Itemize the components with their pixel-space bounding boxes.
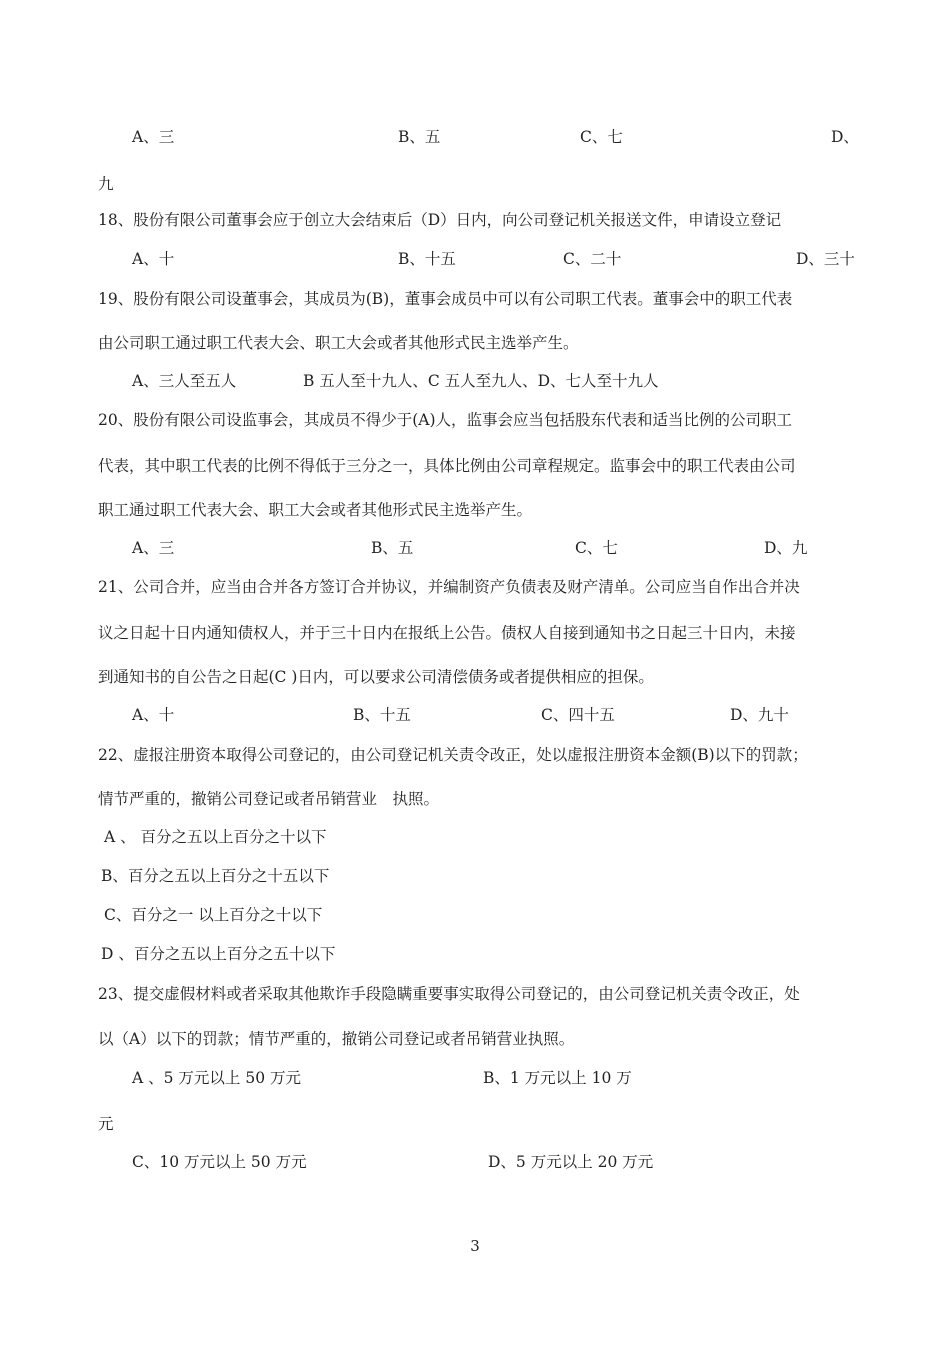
- q19-option-bcd: B 五人至十九人、C 五人至九人、D、七人至十九人: [303, 372, 659, 390]
- q18-text: 18、股份有限公司董事会应于创立大会结束后（D）日内，向公司登记机关报送文件，申请设立登记: [98, 211, 782, 229]
- q17-option-d: D、: [831, 128, 859, 146]
- q19-text-line2: 由公司职工通过职工代表大会、职工大会或者其他形式民主选举产生。: [98, 334, 579, 352]
- q23-option-d: D、5 万元以上 20 万元: [488, 1153, 654, 1171]
- q22-option-d: D 、百分之五以上百分之五十以下: [101, 945, 336, 963]
- q17-option-c: C、七: [580, 128, 623, 146]
- q21-text-line1: 21、公司合并，应当由合并各方签订合并协议，并编制资产负债表及财产清单。公司应当自作出合并决: [98, 578, 800, 596]
- page-number: 3: [470, 1237, 480, 1255]
- q21-option-d: D、九十: [730, 706, 789, 724]
- q20-option-c: C、七: [575, 539, 618, 557]
- q21-option-a: A、十: [132, 706, 175, 724]
- q23-option-a: A 、5 万元以上 50 万元: [132, 1069, 301, 1087]
- q23-option-b: B、1 万元以上 10 万: [483, 1069, 632, 1087]
- q21-text-line2: 议之日起十日内通知债权人，并于三十日内在报纸上公告。债权人自接到通知书之日起三十日内，未接: [98, 624, 796, 642]
- q17-option-a: A、三: [132, 128, 175, 146]
- q23-text-line2: 以（A）以下的罚款；情节严重的，撤销公司登记或者吊销营业执照。: [98, 1030, 575, 1048]
- q23-option-c: C、10 万元以上 50 万元: [132, 1153, 307, 1171]
- q22-option-b: B、百分之五以上百分之十五以下: [101, 867, 330, 885]
- q20-option-b: B、五: [371, 539, 414, 557]
- q22-option-a: A 、 百分之五以上百分之十以下: [104, 828, 327, 846]
- q18-option-d: D、三十: [796, 250, 855, 268]
- q21-option-b: B、十五: [353, 706, 411, 724]
- q22-text-line1: 22、虚报注册资本取得公司登记的，由公司登记机关责令改正，处以虚报注册资本金额(B)以下的罚款；: [98, 746, 808, 764]
- q23-text-line1: 23、提交虚假材料或者采取其他欺诈手段隐瞒重要事实取得公司登记的，由公司登记机关责令改正，处: [98, 985, 800, 1003]
- q19-text-line1: 19、股份有限公司设董事会，其成员为(B)，董事会成员中可以有公司职工代表。董事会中的职工代表: [98, 290, 793, 308]
- q21-option-c: C、四十五: [541, 706, 615, 724]
- q21-text-line3: 到通知书的自公告之日起(C )日内，可以要求公司清偿债务或者提供相应的担保。: [98, 668, 654, 686]
- q17-option-wrap: 九: [98, 175, 114, 193]
- q20-text-line2: 代表，其中职工代表的比例不得低于三分之一，具体比例由公司章程规定。监事会中的职工代表由公司: [98, 457, 796, 475]
- q19-option-a: A、三人至五人: [132, 372, 237, 390]
- q18-option-a: A、十: [132, 250, 175, 268]
- q20-option-d: D、九: [764, 539, 808, 557]
- q18-option-c: C、二十: [563, 250, 622, 268]
- q22-option-c: C、百分之一 以上百分之十以下: [104, 906, 323, 924]
- q18-option-b: B、十五: [398, 250, 456, 268]
- q22-text-line2: 情节严重的，撤销公司登记或者吊销营业 执照。: [98, 790, 440, 808]
- q20-text-line1: 20、股份有限公司设监事会，其成员不得少于(A)人，监事会应当包括股东代表和适当比例的公司职工: [98, 411, 793, 429]
- q17-option-b: B、五: [398, 128, 441, 146]
- q23-option-wrap: 元: [98, 1115, 114, 1133]
- q20-option-a: A、三: [132, 539, 175, 557]
- q20-text-line3: 职工通过职工代表大会、职工大会或者其他形式民主选举产生。: [98, 501, 533, 519]
